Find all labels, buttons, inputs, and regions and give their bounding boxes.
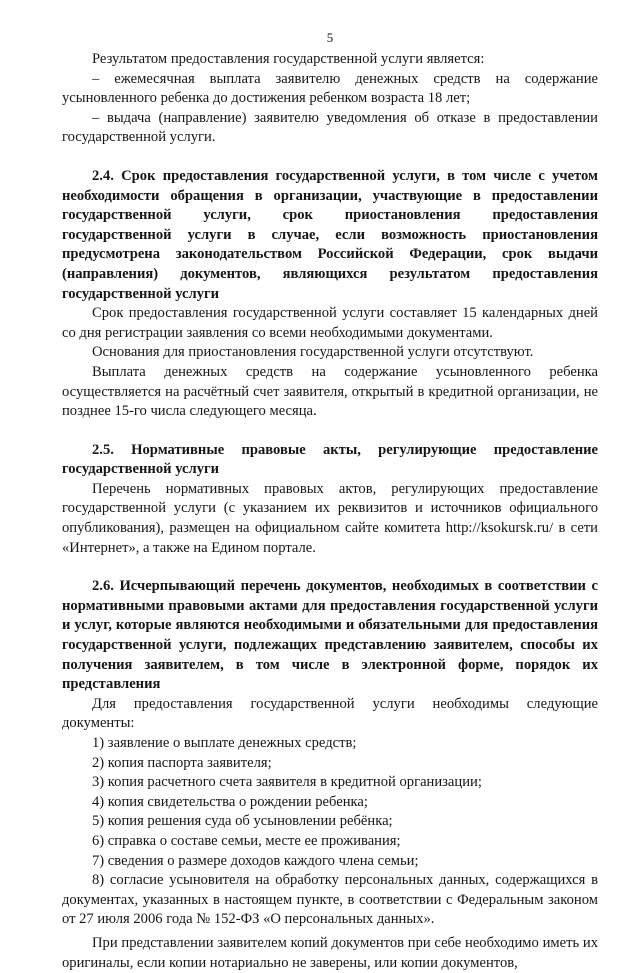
documents-list xyxy=(62,734,598,871)
list-item-consent: 8) согласие усыновителя на обработку персональных данных, содержащихся в документах, указанных в настоящем пункте, в соответствии с Федеральным законом от 27 июля 2006 года № 152-ФЗ «О персональных данных». xyxy=(62,872,598,928)
section-2-4-paragraph: Выплата денежных средств на содержание усыновленного ребенка осуществляется на расчётный счет заявителя, открытый в кредитной организации, не позднее 15-го числа следующего месяца. xyxy=(62,363,598,420)
section-2-5-heading: 2.5. Нормативные правовые акты, регулирующие предоставление государственной услуги xyxy=(62,441,598,478)
list-item: 1) заявление о выплате денежных средств; xyxy=(92,735,357,751)
list-item: 2) копия паспорта заявителя; xyxy=(92,754,272,771)
result-item-payment: – ежемесячная выплата заявителю денежных средств на содержание усыновленного ребенка до достижения ребенком возраста 18 лет; xyxy=(62,70,598,107)
page-number: 5 xyxy=(326,30,334,45)
section-2-4-paragraph: Срок предоставления государственной услуги составляет 15 календарных дней со дня регистрации заявления со всеми необходимыми документами. xyxy=(62,305,598,341)
section-2-4-heading: 2.4. Срок предоставления государственной услуги, в том числе с учетом необходимости обращения в организации, участвующие в предоставлении государственной услуги, срок приостановления предоставления государственной услуги в случае, если возможность приостановления предусмотрена законодательством Российской Федерации, срок выдачи (направления) документов, являющихся результатом предоставления государственной услуги xyxy=(62,167,598,302)
section-2-5-paragraph: Перечень нормативных правовых актов, регулирующих предоставление государственной услуги (с указанием их реквизитов и источников официального опубликования), размещен на официальном сайте комитета http://ksokursk.ru/ в сети «Интернет», а также на Едином портале. xyxy=(62,480,598,556)
result-item-refusal: – выдача (направление) заявителю уведомления об отказе в предоставлении государственной услуги. xyxy=(62,109,598,146)
list-item: 4) копия свидетельства о рождении ребенка; xyxy=(92,793,368,810)
list-item: 7) сведения о размере доходов каждого члена семьи; xyxy=(92,852,419,869)
list-item: 5) копия решения суда об усыновлении ребёнка; xyxy=(92,813,393,830)
section-2-6-intro: Для предоставления государственной услуги необходимы следующие документы: xyxy=(62,695,598,732)
closing-paragraph: При представлении заявителем копий документов при себе необходимо иметь их оригиналы, если копии нотариально не заверены, или копии документов, xyxy=(62,934,598,971)
section-2-4-paragraph: Основания для приостановления государственной услуги отсутствуют. xyxy=(92,344,534,361)
document-page xyxy=(62,30,598,973)
result-intro: Результатом предоставления государственной услуги является: xyxy=(92,51,485,67)
section-2-6-heading: 2.6. Исчерпывающий перечень документов, необходимых в соответствии с нормативными правовыми актами для предоставления государственной услуги и услуг, которые являются необходимыми и обязательными для предоставления государственной услуги, подлежащих представлению заявителем, способы их получения заявителем, в том числе в электронной форме, порядок их представления xyxy=(62,578,598,693)
list-item: 6) справка о составе семьи, месте ее проживания; xyxy=(92,832,401,849)
list-item: 3) копия расчетного счета заявителя в кредитной организации; xyxy=(92,774,482,791)
